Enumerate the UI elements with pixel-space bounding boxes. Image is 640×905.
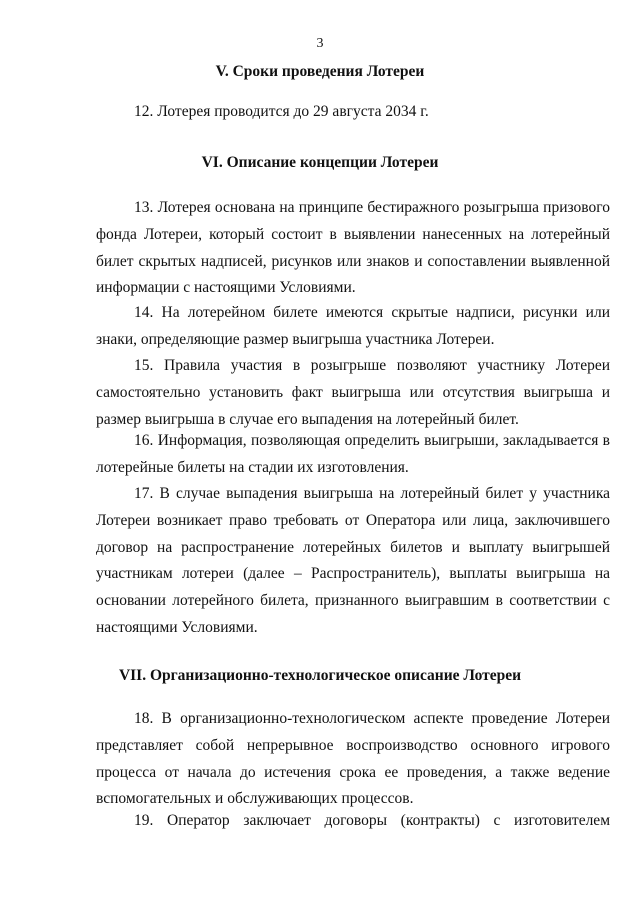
- paragraph-12: 12. Лотерея проводится до 29 августа 2034 г.: [134, 103, 429, 120]
- section-title-vii: VII. Организационно-технологическое описание Лотереи: [118, 667, 522, 684]
- paragraph-17: 17. В случае выпадения выигрыша на лотерейный билет у участника Лотереи возникает право требовать от Оператора или лица, заключившего договор на распространение лотерейных билетов и выплату выигрышей участникам лотереи (далее – Распространитель), выплаты выигрыша на основании лотерейного билета, признанного выигравшим в соответствии с настоящими Условиями.: [96, 485, 610, 636]
- paragraph-13: 13. Лотерея основана на принципе бестиражного розыгрыша призового фонда Лотереи, который состоит в выявлении нанесенных на лотерейный билет скрытых надписей, рисунков или знаков и сопоставлении выявленной информации с настоящими Условиями.: [96, 199, 610, 297]
- paragraph-15: 15. Правила участия в розыгрыше позволяют участнику Лотереи самостоятельно установить факт выигрыша или отсутствия выигрыша и размер выигрыша в случае его выпадения на лотерейный билет.: [96, 357, 610, 428]
- paragraph-19: 19. Оператор заключает договоры (контракты) с изготовителем: [134, 812, 610, 829]
- page-number: 3: [316, 36, 324, 51]
- section-title-vi: VI. Описание концепции Лотереи: [201, 154, 439, 171]
- section-title-v: V. Сроки проведения Лотереи: [215, 63, 425, 80]
- paragraph-16: 16. Информация, позволяющая определить выигрыши, закладывается в лотерейные билеты на стадии их изготовления.: [96, 432, 610, 476]
- paragraph-18: 18. В организационно-технологическом аспекте проведение Лотереи представляет собой непрерывное воспроизводство основного игрового процесса от начала до истечения срока ее проведения, а также ведение вспомогательных и обслуживающих процессов.: [96, 710, 610, 808]
- paragraph-14: 14. На лотерейном билете имеются скрытые надписи, рисунки или знаки, определяющие размер выигрыша участника Лотереи.: [96, 304, 610, 348]
